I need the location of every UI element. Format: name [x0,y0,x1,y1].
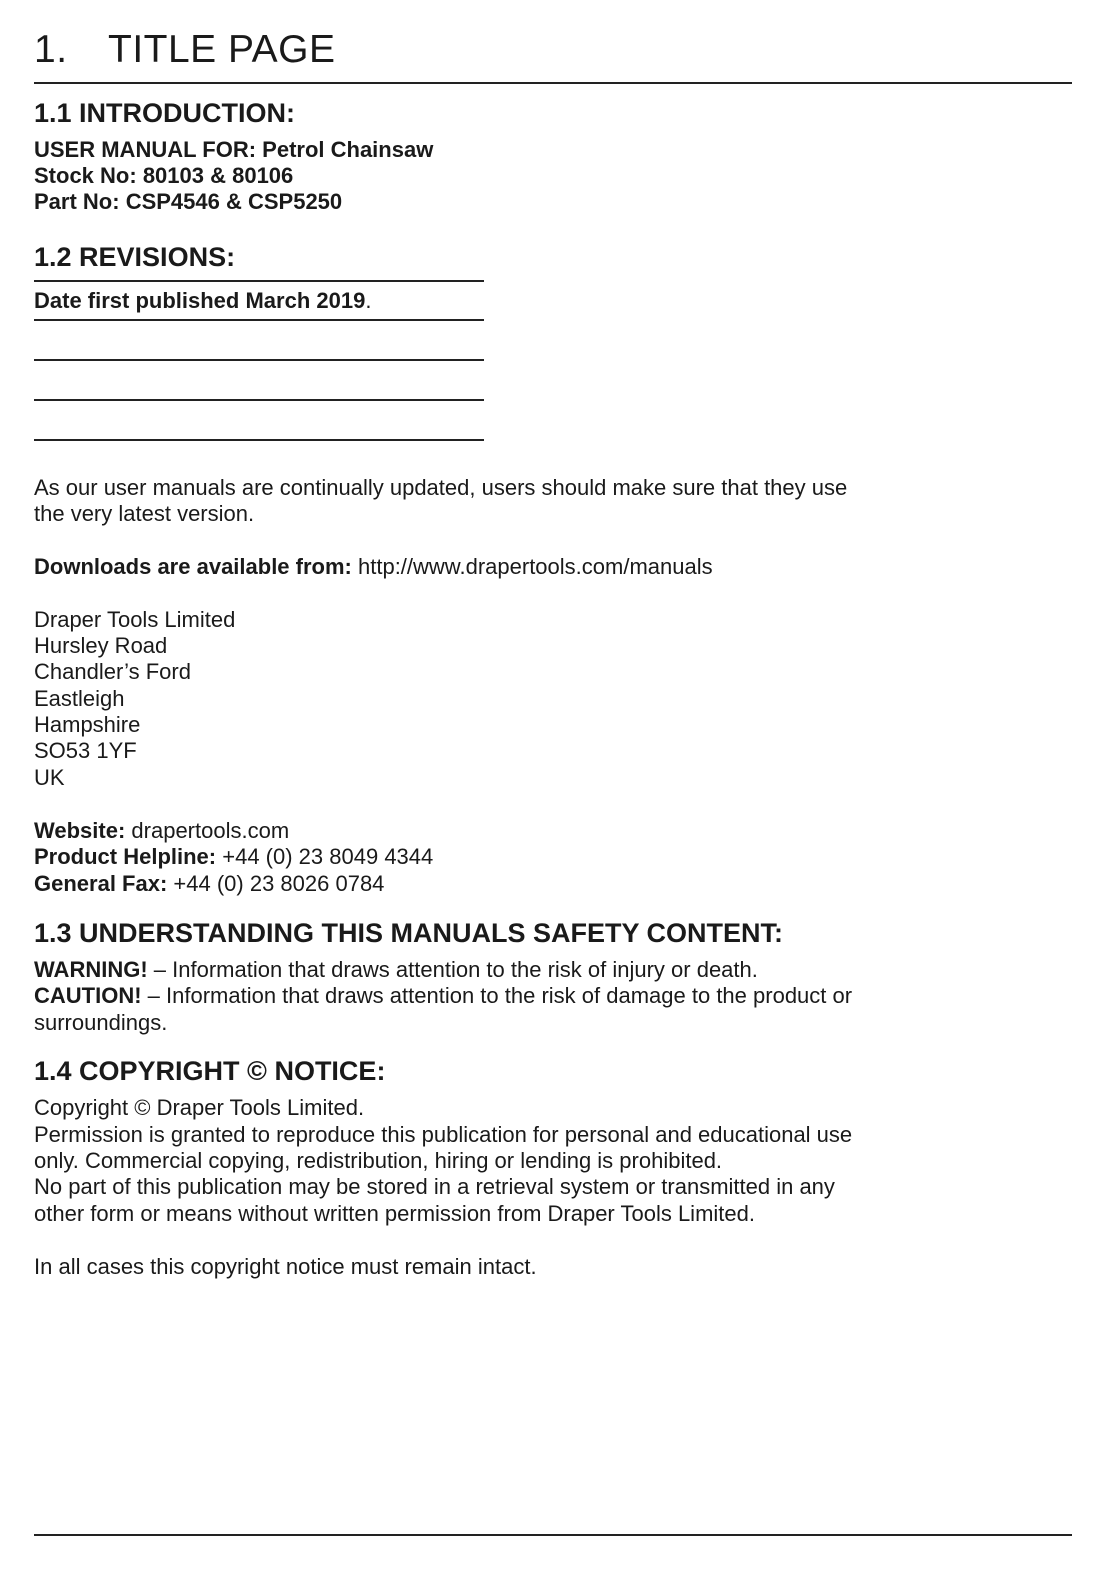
section-number: 1. [34,28,68,71]
copyright-line: Permission is granted to reproduce this publication for personal and educational use [34,1122,853,1147]
address-line: Hursley Road [34,633,168,658]
warning-text: – Information that draws attention to the risk of injury or death. [153,957,758,982]
caution-text: – Information that draws attention to the risk of damage to the product or [147,983,853,1008]
copyright-line: other form or means without written permission from Draper Tools Limited. [34,1201,755,1226]
revision-rule [34,359,484,361]
revision-rule [34,439,484,441]
address-line: Eastleigh [34,686,125,711]
copyright-heading: 1.4 COPYRIGHT © NOTICE: [34,1056,386,1086]
updates-note-line: As our user manuals are continually updated, users should make sure that they use [34,475,848,500]
address-line: Hampshire [34,712,141,737]
part-number-label: Part No: [34,189,120,214]
part-number-line [34,189,342,215]
manual-for-label: USER MANUAL FOR: [34,137,257,162]
first-published-text: Date first published March 2019 [34,288,366,313]
helpline-line [34,844,433,870]
safety-heading: 1.3 UNDERSTANDING THIS MANUALS SAFETY CONTENT: [34,918,784,948]
introduction-heading: 1.1 INTRODUCTION: [34,98,296,128]
page-title-text: TITLE PAGE [108,28,336,71]
updates-note-line: the very latest version. [34,501,255,526]
caution-line-continued: surroundings. [34,1010,168,1035]
revision-rule [34,280,484,282]
warning-label: WARNING! [34,957,148,982]
first-published-period: . [365,288,372,313]
fax-line [34,871,384,897]
page-title [34,26,1072,84]
stock-number-line [34,163,293,189]
first-published-line [34,288,371,314]
caution-label: CAUTION! [34,983,142,1008]
copyright-line: No part of this publication may be stored in a retrieval system or transmitted in any [34,1174,835,1199]
downloads-line [34,554,713,580]
footer-rule [34,1534,1072,1536]
copyright-line: Copyright © Draper Tools Limited. [34,1095,365,1120]
helpline-value: +44 (0) 23 8049 4344 [222,844,434,869]
copyright-final-line: In all cases this copyright notice must remain intact. [34,1254,537,1279]
manual-for-value: Petrol Chainsaw [262,137,434,162]
helpline-label: Product Helpline: [34,844,217,869]
manual-for-line [34,137,433,163]
caution-line [34,983,852,1009]
address-line: SO53 1YF [34,738,137,763]
website-link[interactable]: drapertools.com [131,818,290,843]
warning-line [34,957,758,983]
revisions-heading: 1.2 REVISIONS: [34,242,236,272]
revision-rule [34,399,484,401]
downloads-link[interactable]: http://www.drapertools.com/manuals [358,554,713,579]
stock-number-label: Stock No: [34,163,137,188]
address-line: Draper Tools Limited [34,607,236,632]
website-label: Website: [34,818,126,843]
downloads-label: Downloads are available from: [34,554,352,579]
website-line [34,818,289,844]
stock-number-value: 80103 & 80106 [142,163,294,188]
fax-label: General Fax: [34,871,168,896]
address-line: Chandler’s Ford [34,659,191,684]
revision-rule [34,319,484,321]
copyright-line: only. Commercial copying, redistribution, hiring or lending is prohibited. [34,1148,723,1173]
fax-value: +44 (0) 23 8026 0784 [173,871,385,896]
part-number-value: CSP4546 & CSP5250 [125,189,343,214]
address-line: UK [34,765,65,790]
